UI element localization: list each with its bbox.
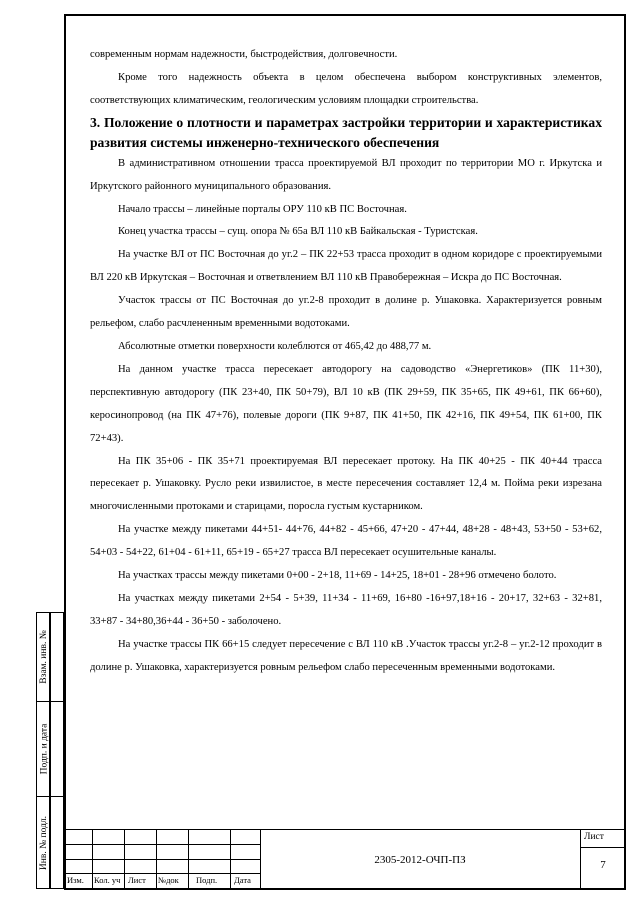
- sheet-label: Лист: [584, 832, 604, 842]
- paragraph: В административном отношении трасса проектируемой ВЛ проходит по территории МО г. Иркутска и Иркутского районного муниципального образования.: [90, 157, 602, 192]
- stamp-izm-label: Изм.: [67, 875, 84, 885]
- paragraph: Абсолютные отметки поверхности колеблются от 465,42 до 488,77 м.: [118, 340, 432, 352]
- side-label-column: [36, 612, 50, 889]
- paragraph: На участках между пикетами 2+54 - 5+39, 11+34 - 11+69, 16+80 -16+97,18+16 - 20+17, 32+63 - 32+81, 33+87 - 34+80,36+44 - 36+50 - заболочено.: [90, 592, 602, 627]
- stamp-ndok-label: №док: [158, 875, 179, 885]
- paragraph: Конец участка трассы – сущ. опора № 65а ВЛ 110 кВ Байкальская - Туристская.: [118, 226, 478, 238]
- stamp-data-label: Дата: [234, 875, 251, 885]
- stamp-list-label: Лист: [128, 875, 146, 885]
- paragraph: На участке между пикетами 44+51- 44+76, 44+82 - 45+66, 47+20 - 47+44, 48+28 - 48+43, 53+50 - 53+62, 54+03 - 54+22, 61+04 - 61+11, 65+19 - 65+27 трасса ВЛ пересекает осушительные каналы.: [90, 524, 602, 559]
- side-label-inv: Инв. № подл.: [39, 815, 50, 871]
- section-heading: 3. Положение о плотности и параметрах застройки территории и характеристиках развития системы инженерно-технического обеспечения: [90, 114, 602, 150]
- paragraph: На участке ВЛ от ПС Восточная до уг.2 – ПК 22+53 трасса проходит в одном коридоре с проектируемыми ВЛ 220 кВ Иркутская – Восточная и ответвлением ВЛ 110 кВ Правобережная – Искра до ПС Восточная.: [90, 249, 602, 284]
- paragraph: Начало трассы – линейные порталы ОРУ 110 кВ ПС Восточная.: [118, 203, 407, 215]
- sheet-number: 7: [600, 859, 606, 871]
- document-body: [90, 44, 602, 680]
- paragraph: Кроме того надежность объекта в целом обеспечена выбором конструктивных элементов, соответствующих климатическим, геологическим условиям площадки строительства.: [90, 71, 602, 106]
- stamp-kol-label: Кол. уч: [94, 875, 121, 885]
- paragraph: На данном участке трасса пересекает автодорогу на садоводство «Энергетиков» (ПК 11+30), перспективную автодорогу (ПК 23+40, ПК 50+79), ВЛ 10 кВ (ПК 29+59, ПК 35+65, ПК 49+61, ПК 66+60), керосинопровод (на ПК 47+76), полевые дороги (ПК 9+87, ПК 41+50, ПК 42+16, ПК 49+54, ПК 61+00, ПК 72+43).: [90, 363, 602, 444]
- stamp-podp-label: Подп.: [196, 875, 218, 885]
- paragraph: На участке трассы ПК 66+15 следует пересечение с ВЛ 110 кВ .Участок трассы уг.2-8 – уг.2-12 проходит в долине р. Ушаковка, характеризуется ровным рельефом слабо пересеченным временными водотоками.: [90, 638, 602, 673]
- document-code: 2305-2012-ОЧП-ПЗ: [374, 853, 466, 866]
- paragraph: На ПК 35+06 - ПК 35+71 проектируемая ВЛ пересекает протоку. На ПК 40+25 - ПК 40+44 трасса пересекает р. Ушаковку. Русло реки извилистое, в месте пересечения составляет 12,4 м. Пойма реки изрезана многочисленными протоками и старицами, поросла густым кустарником.: [90, 455, 602, 513]
- side-value-column: [50, 612, 64, 889]
- side-label-vzam: Взам. инв. №: [39, 630, 50, 684]
- side-label-podp: Подп. и дата: [39, 723, 50, 774]
- side-stamp: [36, 612, 66, 889]
- paragraph: Участок трассы от ПС Восточная до уг.2-8 проходит в долине р. Ушаковка. Характеризуется ровным рельефом, слабо расчлененным временными водотоками.: [90, 295, 602, 330]
- paragraph: современным нормам надежности, быстродействия, долговечности.: [90, 49, 398, 60]
- paragraph: На участках трассы между пикетами 0+00 - 2+18, 11+69 - 14+25, 18+01 - 28+96 отмечено болото.: [118, 570, 557, 582]
- title-block: [64, 829, 626, 890]
